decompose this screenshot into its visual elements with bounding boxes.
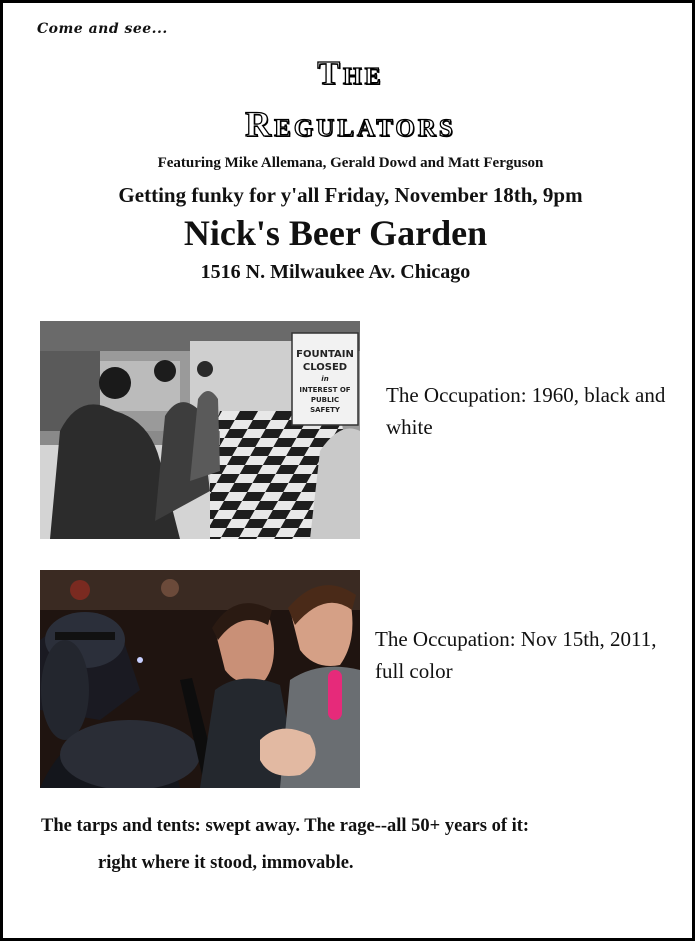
closing-line-1: The tarps and tents: swept away. The rage--all 50+ years of it: xyxy=(41,816,530,836)
photo-1960-sit-in xyxy=(40,321,360,539)
band-title-line2: Regulators xyxy=(245,104,456,144)
closing-line-2: right where it stood, immovable. xyxy=(98,853,354,873)
photo-2011-occupy xyxy=(40,570,360,788)
sign-line-5: PUBLIC xyxy=(310,396,340,404)
photo-1960-caption: The Occupation: 1960, black and white xyxy=(386,383,666,439)
sign-line-2: CLOSED xyxy=(302,362,348,373)
sign-line-3: in xyxy=(321,375,329,383)
sign-line-1: FOUNTAIN xyxy=(296,349,354,360)
event-date-line: Getting funky for y'all Friday, November 18th, 9pm xyxy=(118,183,583,207)
sign-line-4: INTEREST OF xyxy=(299,386,351,394)
photo-2011-illustration xyxy=(40,570,360,788)
venue-address: 1516 N. Milwaukee Av. Chicago xyxy=(200,261,471,283)
tagline: Come and see... xyxy=(37,21,168,37)
venue-name: Nick's Beer Garden xyxy=(183,213,488,253)
photo-1960-illustration xyxy=(40,321,360,539)
photo-2011-caption: The Occupation: Nov 15th, 2011, full color xyxy=(375,627,657,683)
sign-line-6: SAFETY xyxy=(310,406,340,414)
band-title-line1: The xyxy=(317,55,384,92)
featuring-line: Featuring Mike Allemana, Gerald Dowd and Matt Ferguson xyxy=(157,155,544,171)
